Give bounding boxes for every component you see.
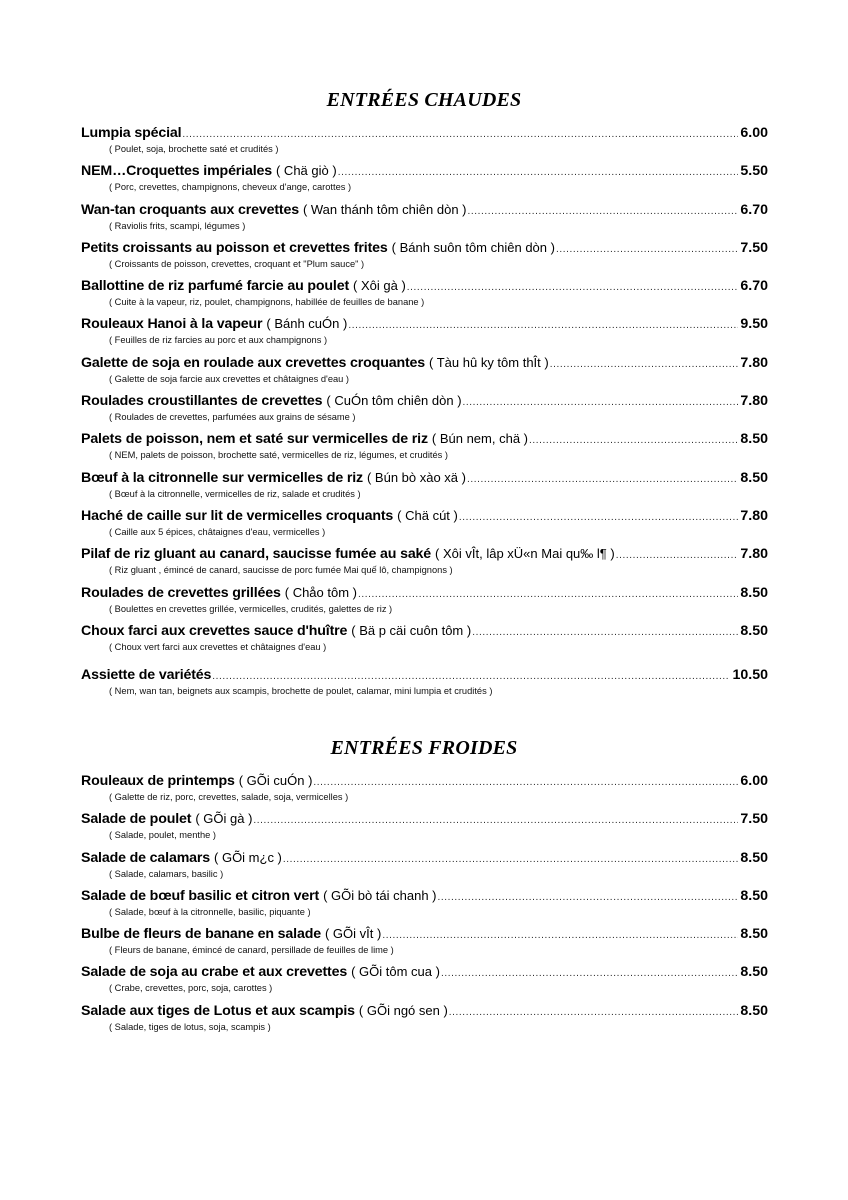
menu-item-vietnamese-name: ( Bánh suôn tôm chiên dòn ) [391,239,555,255]
menu-item [81,962,768,1000]
menu-item-line [81,665,768,685]
menu-item-line [81,886,768,906]
menu-item-name: Lumpia spécial [81,125,182,141]
menu-item [81,314,768,352]
menu-item-name: Salade aux tiges de Lotus et aux scampis [81,1002,355,1019]
menu-item-price: 7.50 [740,811,768,828]
menu-item-line [81,353,768,373]
menu-item-price: 10.50 [732,667,768,684]
menu-item-description: ( Porc, crevettes, champignons, cheveux d'ange, carottes ) [109,182,352,193]
menu-item-price: 8.50 [740,469,768,486]
menu-item-vietnamese-name: ( GÕi bò tái chanh ) [323,887,437,903]
dot-leader [212,667,730,687]
section-title-entrees-chaudes: ENTRÉES CHAUDES [326,89,522,111]
dot-leader [529,431,738,451]
menu-item-name: Palets de poisson, nem et saté sur vermicelles de riz [81,431,428,448]
menu-item-price: 6.70 [740,201,768,218]
menu-item-vietnamese-name: ( Chä giò ) [275,163,337,179]
menu-item-name: Haché de caille sur lit de vermicelles croquants [81,507,394,524]
menu-item-vietnamese-name: ( Tàu hû ky tôm thÎt ) [429,354,549,370]
menu-item [81,544,768,582]
menu-item-description: ( Roulades de crevettes, parfumées aux grains de sésame ) [109,412,356,423]
menu-item-name: Salade de bœuf basilic et citron vert [81,887,320,904]
menu-item-description: ( Salade, poulet, menthe ) [109,830,216,841]
dot-leader [358,585,738,605]
menu-item-vietnamese-name: ( CuÓn tôm chiên dòn ) [326,393,462,409]
menu-item-vietnamese-name: ( Xôi vÎt, lâp xÜ«n Mai qu‰ l¶ ) [435,546,615,562]
menu-item-description: ( Crabe, crevettes, porc, soja, carottes ) [109,983,273,994]
menu-item-vietnamese-name: ( GÕi gà ) [195,811,253,827]
menu-item [81,161,768,199]
menu-item-vietnamese-name: ( Chä cút ) [397,507,458,523]
menu-item-name: Roulades de crevettes grillées [81,584,281,601]
menu-item-name: Roulades croustillantes de crevettes [81,393,323,410]
menu-item-vietnamese-name: ( GÕi cuÓn ) [238,773,313,788]
menu-item-line [81,848,768,868]
menu-item-name: Bulbe de fleurs de banane en salade [81,926,321,943]
menu-item [81,468,768,506]
menu-item-description: ( Boulettes en crevettes grillée, vermicelles, crudités, galettes de riz ) [109,603,393,614]
menu-item-line [81,924,768,944]
menu-item-description: ( Choux vert farci aux crevettes et châtaignes d'eau ) [109,641,327,652]
menu-item-description: ( Feuilles de riz farcies au porc et aux champignons ) [109,335,328,346]
menu-item-name: Wan-tan croquants aux crevettes [81,201,299,218]
menu-item-price: 7.80 [740,354,768,371]
menu-item-line [81,161,768,181]
menu-item-vietnamese-name: ( GÕi ngó sen ) [358,1002,448,1018]
menu-item-price: 8.50 [740,887,768,904]
menu-item-line [81,200,768,220]
dot-leader [348,316,738,336]
menu-item-name: NEM…Croquettes impériales [81,163,272,180]
menu-item-price: 7.80 [740,546,768,563]
menu-item [81,665,768,703]
menu-item-description: ( Salade, calamars, basilic ) [109,868,224,879]
menu-item-price: 8.50 [740,584,768,601]
menu-item-description: ( Poulet, soja, brochette saté et crudités ) [109,144,279,154]
menu-item-line [81,276,768,296]
menu-item [81,1001,768,1039]
menu-item-vietnamese-name: ( Xôi gà ) [353,278,406,294]
menu-item-price: 9.50 [740,316,768,333]
menu-item-line [81,962,768,982]
dot-leader [441,964,738,984]
menu-item-price: 6.70 [740,278,768,295]
menu-item-description: ( Galette de riz, porc, crevettes, salade, soja, vermicelles ) [109,792,349,802]
menu-item-description: ( Raviolis frits, scampi, légumes ) [109,220,246,231]
menu-item-name: Ballottine de riz parfumé farcie au poulet [81,278,350,295]
menu-item-name: Salade de calamars [81,849,211,866]
dot-leader [313,773,738,793]
menu-item-line [81,771,768,791]
menu-item-name: Galette de soja en roulade aux crevettes croquantes [81,354,426,371]
menu-item-line [81,506,768,526]
menu-item-line [81,809,768,829]
menu-item-price: 8.50 [740,431,768,448]
dot-leader [382,926,738,946]
menu-list-entrees-chaudes [81,123,768,703]
menu-item-description: ( Cuite à la vapeur, riz, poulet, champignons, habillée de feuilles de banane ) [109,297,425,308]
menu-item-name: Choux farci aux crevettes sauce d'huître [81,622,348,639]
menu-item-price: 7.50 [740,239,768,256]
menu-item-description: ( NEM, palets de poisson, brochette saté, vermicelles de riz, légumes, et crudités ) [109,450,448,461]
menu-item-vietnamese-name: ( GÕi m¿c ) [214,849,282,865]
dot-leader [338,163,739,183]
dot-leader [467,470,738,490]
dot-leader [550,355,739,375]
menu-item-name: Assiette de variétés [81,667,212,684]
menu-item-price: 8.50 [740,964,768,981]
menu-item-vietnamese-name: ( Wan thánh tôm chiên dòn ) [302,201,467,217]
menu-item-name: Petits croissants au poisson et crevettes frites [81,239,388,256]
menu-item-price: 7.80 [740,393,768,410]
menu-item-description: ( Nem, wan tan, beignets aux scampis, brochette de poulet, calamar, mini lumpia et crudités ) [109,686,493,697]
dot-leader [556,240,738,260]
dot-leader [438,888,739,908]
menu-item-line [81,468,768,488]
menu-item-line [81,238,768,258]
menu-item-name: Pilaf de riz gluant au canard, saucisse fumée au saké [81,546,432,563]
menu-item [81,506,768,544]
menu-item-description: ( Salade, bœuf à la citronnelle, basilic, piquante ) [109,906,311,917]
menu-item-line [81,544,768,564]
menu-item-description: ( Caille aux 5 épices, châtaignes d'eau, vermicelles ) [109,526,326,537]
menu-item-line [81,391,768,411]
menu-item [81,621,768,659]
menu-item [81,886,768,924]
menu-item-description: ( Riz gluant , émincé de canard, saucisse de porc fumée Mai quế lô, champignons ) [109,565,453,576]
dot-leader [463,393,739,413]
menu-item [81,200,768,238]
dot-leader [472,623,738,643]
menu-item-name: Salade de poulet [81,811,192,828]
menu-item-price: 5.50 [740,163,768,180]
menu-item-line [81,583,768,603]
menu-item-name: Salade de soja au crabe et aux crevettes [81,964,348,981]
menu-item-description: ( Bœuf à la citronnelle, vermicelles de riz, salade et crudités ) [109,488,361,499]
menu-item-line [81,314,768,334]
menu-item-line [81,429,768,449]
menu-item-line [81,123,768,143]
section-title-entrees-froides: ENTRÉES FROIDES [330,737,518,759]
dot-leader [283,850,738,870]
menu-item-description: ( Galette de soja farcie aux crevettes et châtaignes d'eau ) [109,373,350,384]
menu-item [81,276,768,314]
dot-leader [182,125,738,145]
menu-item-price: 6.00 [740,125,768,141]
menu-item [81,771,768,809]
menu-item-description: ( Fleurs de banane, émincé de canard, persillade de feuilles de lime ) [109,945,394,956]
menu-item-vietnamese-name: ( Bä p cäi cuôn tôm ) [351,622,472,638]
dot-leader [253,811,738,831]
menu-item-name: Bœuf à la citronnelle sur vermicelles de riz [81,469,363,486]
menu-item [81,809,768,847]
dot-leader [407,278,739,298]
menu-item-name: Rouleaux de printemps [81,773,235,789]
menu-item-line [81,1001,768,1021]
dot-leader [616,546,739,566]
menu-item-vietnamese-name: ( GÕi tôm cua ) [351,964,440,980]
menu-item [81,429,768,467]
menu-item-price: 6.00 [740,773,768,789]
menu-item [81,123,768,161]
menu-item-vietnamese-name: ( Chåo tôm ) [284,584,357,600]
dot-leader [449,1003,739,1023]
menu-item [81,353,768,391]
dot-leader [459,508,739,528]
menu-item-description: ( Croissants de poisson, crevettes, croquant et "Plum sauce" ) [109,258,365,269]
menu-item-line [81,621,768,641]
menu-item-price: 7.80 [740,507,768,524]
menu-item [81,924,768,962]
menu-list-entrees-froides [81,771,768,1039]
menu-item-price: 8.50 [740,622,768,639]
menu-item-price: 8.50 [740,1002,768,1019]
menu-item-price: 8.50 [740,926,768,943]
menu-item-vietnamese-name: ( Bánh cuÓn ) [266,316,348,332]
menu-item-price: 8.50 [740,849,768,866]
menu-item-vietnamese-name: ( GÕi vÎt ) [324,926,382,942]
menu-item-description: ( Salade, tiges de lotus, soja, scampis ) [109,1021,271,1032]
dot-leader [468,202,739,222]
menu-item [81,583,768,621]
menu-item [81,848,768,886]
menu-item [81,238,768,276]
menu-item [81,391,768,429]
menu-item-name: Rouleaux Hanoi à la vapeur [81,316,263,333]
menu-item-vietnamese-name: ( Bún nem, chä ) [431,431,528,447]
menu-item-vietnamese-name: ( Bún bò xào xä ) [366,469,466,485]
